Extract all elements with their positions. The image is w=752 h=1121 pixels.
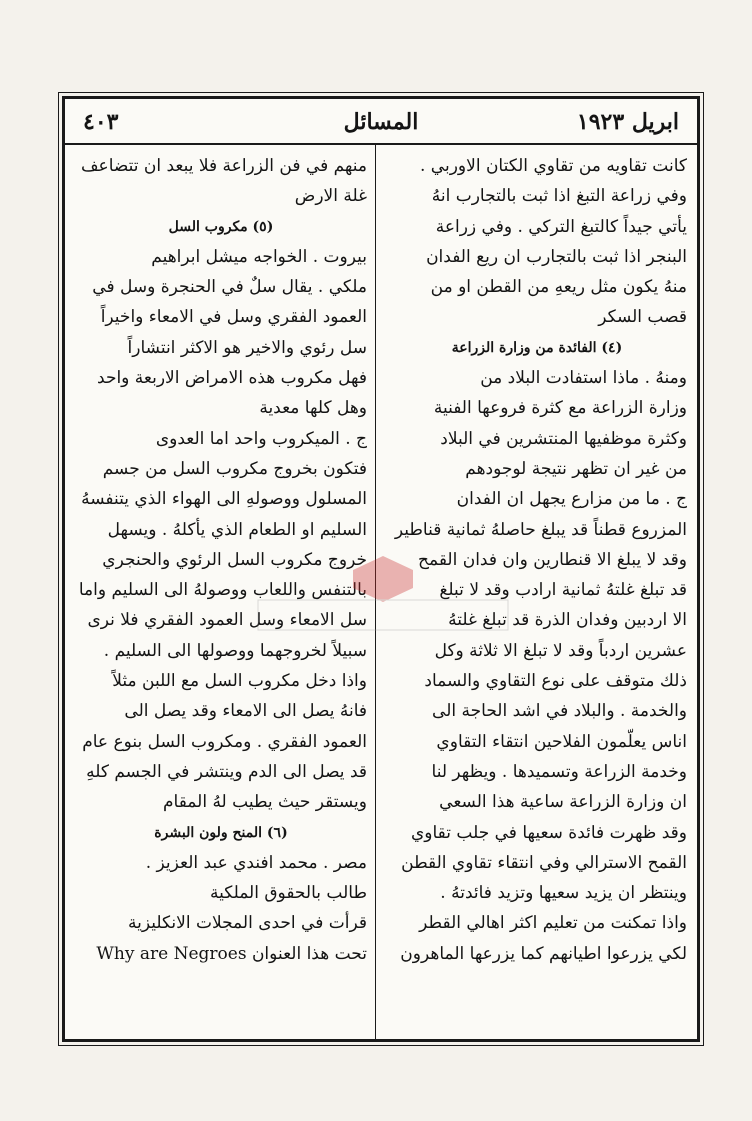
text-line: ويستقر حيث يطيب لهُ المقام bbox=[163, 792, 367, 813]
section-heading: (٦) المنح ولون البشرة bbox=[154, 824, 288, 841]
text-line: السليم او الطعام الذي يأكلهُ . ويسهل bbox=[107, 519, 367, 540]
text-line: وينتظر ان يزيد سعيها وتزيد فائدتهُ . bbox=[440, 883, 687, 904]
section-heading: (٤) الفائدة من وزارة الزراعة bbox=[451, 339, 623, 356]
text-line: كانت تقاويه من تقاوي الكتان الاوربي . bbox=[420, 156, 687, 176]
text-line: بيروت . الخواجه ميشل ابراهيم bbox=[151, 246, 367, 267]
text-line: غلة الارض bbox=[294, 186, 367, 207]
header-title: المسائل bbox=[343, 109, 419, 135]
text-line: سل رئوي والاخير هو الاكثر انتشاراً bbox=[127, 337, 367, 358]
text-line: ج . ما من مزارع يجهل ان الفدان bbox=[456, 489, 687, 510]
text-line: منهُ يكون مثل ريعهِ من القطن او من bbox=[430, 277, 687, 298]
text-line: العمود الفقري وسل في الامعاء واخيراً bbox=[100, 307, 367, 328]
page-header bbox=[65, 99, 697, 145]
text-line: قصب السكر bbox=[598, 307, 687, 328]
text-line: القمح الاسترالي وفي انتقاء تقاوي القطن bbox=[401, 852, 687, 873]
text-line: ان وزارة الزراعة ساعية هذا السعي bbox=[439, 792, 687, 813]
section-heading: (٥) مكروب السل bbox=[168, 218, 274, 235]
text-line: خروج مكروب السل الرئوي والحنجري bbox=[102, 549, 367, 570]
text-line: واذا دخل مكروب السل مع اللبن مثلاً bbox=[112, 671, 367, 692]
text-line: اناس يعلّمون الفلاحين انتقاء التقاوي bbox=[436, 731, 687, 752]
text-line: المسلول ووصولهِ الى الهواء الذي يتنفسهُ bbox=[81, 489, 367, 510]
text-line: فانهُ يصل الى الامعاء وقد يصل الى bbox=[124, 701, 367, 722]
left-column bbox=[75, 151, 367, 1029]
text-line: قد تبلغ غلتهُ ثمانية ارادب وقد لا تبلغ bbox=[439, 580, 687, 601]
right-column bbox=[387, 151, 687, 1029]
text-line: عشرين اردباً وقد لا تبلغ الا ثلاثة وكل bbox=[434, 640, 687, 661]
text-line: البنجر اذا ثبت بالتجارب ان ريع الفدان bbox=[426, 246, 687, 267]
column-divider bbox=[375, 143, 376, 1039]
text-line: وزارة الزراعة مع كثرة فروعها الفنية bbox=[433, 398, 687, 419]
text-line: واذا تمكنت من تعليم اكثر اهالي القطر bbox=[419, 913, 687, 934]
text-line: ومنهُ . ماذا استفادت البلاد من bbox=[480, 368, 687, 389]
page-number: ٤٠٣ bbox=[83, 109, 119, 135]
text-line: العمود الفقري . ومكروب السل بنوع عام bbox=[82, 731, 367, 752]
text-line: يأتي جيداً كالتبغ التركي . وفي زراعة bbox=[435, 216, 687, 237]
text-line: مصر . محمد افندي عبد العزيز . bbox=[145, 852, 367, 873]
text-line: منهم في فن الزراعة فلا يبعد ان تتضاعف bbox=[80, 156, 367, 176]
text-line: ذلك متوقف على نوع التقاوي والسماد bbox=[424, 671, 687, 692]
text-line: ملكي . يقال سلٌ في الحنجرة وسل في bbox=[92, 277, 367, 298]
text-line: فتكون بخروج مكروب السل من جسم bbox=[102, 458, 367, 479]
header-date: ابريل ١٩٢٣ bbox=[576, 109, 679, 135]
text-line: ج . الميكروب واحد اما العدوى bbox=[155, 428, 367, 449]
text-line: الا اردبين وفدان الذرة قد تبلغ غلتهُ bbox=[448, 610, 687, 631]
text-line: فهل مكروب هذه الامراض الاربعة واحد bbox=[97, 368, 367, 389]
text-line: وقد لا يبلغ الا قنطارين وان فدان القمح bbox=[418, 549, 687, 570]
text-line: وهل كلها معدية bbox=[259, 398, 367, 419]
text-line: قرأت في احدى المجلات الانكليزية bbox=[128, 913, 367, 934]
text-line: سبيلاً لخروجهما ووصولها الى السليم . bbox=[103, 640, 367, 661]
text-line: وخدمة الزراعة وتسميدها . ويظهر لنا bbox=[431, 761, 687, 782]
text-line: تحت هذا العنوان Why are Negroes bbox=[96, 943, 367, 964]
text-line: والخدمة . والبلاد في اشد الحاجة الى bbox=[432, 701, 687, 722]
text-line: وقد ظهرت فائدة سعيها في جلب تقاوي bbox=[410, 822, 687, 843]
text-line: قد يصل الى الدم وينتشر في الجسم كلهِ bbox=[86, 761, 367, 782]
text-line: طالب بالحقوق الملكية bbox=[209, 883, 367, 904]
text-line: سل الامعاء وسل العمود الفقري فلا نرى bbox=[87, 610, 367, 631]
text-line: وفي زراعة التبغ اذا ثبت بالتجارب انهُ bbox=[431, 186, 687, 207]
text-line: وكثرة موظفيها المنتشرين في البلاد bbox=[440, 428, 687, 449]
text-line: لكي يزرعوا اطيانهم كما يزرعها الماهرون bbox=[400, 943, 687, 964]
text-line: المزروع قطناً قد يبلغ حاصلهُ ثمانية قناطير bbox=[394, 519, 687, 540]
magazine-page bbox=[62, 96, 700, 1042]
text-line: من غير ان تظهر نتيجة لوجودهم bbox=[465, 458, 687, 479]
text-line: بالتنفس واللعاب ووصولهُ الى السليم واما bbox=[78, 580, 367, 601]
